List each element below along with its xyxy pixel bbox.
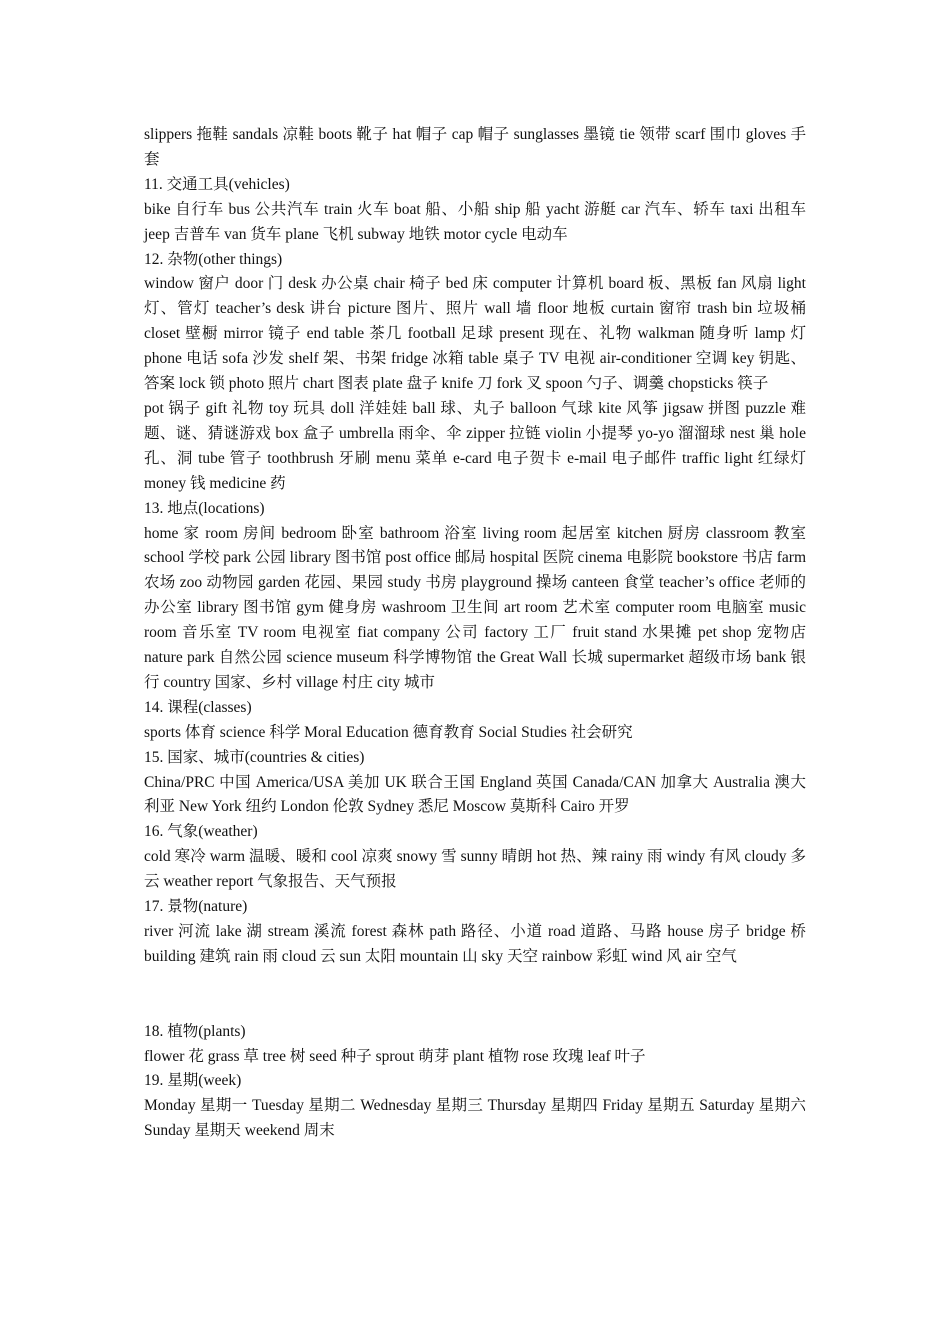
countries-cities-words: China/PRC 中国 America/USA 美加 UK 联合王国 England 英国 Canada/CAN 加拿大 Australia 澳大利亚 New York 纽约 London 伦敦 Sydney 悉尼 Moscow 莫斯科 Cairo 开罗 (144, 773, 806, 816)
section-heading-locations: 13. 地点(locations) (144, 499, 265, 517)
plants-words: flower 花 grass 草 tree 树 seed 种子 sprout 萌芽 plant 植物 rose 玫瑰 leaf 叶子 (144, 1047, 646, 1065)
blank-space (144, 970, 806, 1020)
section-heading-weather: 16. 气象(weather) (144, 823, 258, 841)
week-words: Monday 星期一 Tuesday 星期二 Wednesday 星期三 Thursday 星期四 Friday 星期五 Saturday 星期六 Sunday 星期天 weekend 周末 (144, 1097, 806, 1140)
locations-words: home 家 room 房间 bedroom 卧室 bathroom 浴室 living room 起居室 kitchen 厨房 classroom 教室 school 学校 park 公园 library 图书馆 post office 邮局 hospital 医院 cinema 电影院 bookstore 书店 farm 农场 zoo 动物园 garden 花园、果园 study 书房 playground 操场 canteen 食堂 teacher’s office 老师的办公室 library 图书馆 gym 健身房 washroom 卫生间 art room 艺术室 computer room 电脑室 music room 音乐室 TV room 电视室 fiat company 公司 factory 工厂 fruit stand 水果摊 pet shop 宠物店 nature park 自然公园 science museum 科学博物馆 the Great Wall 长城 supermarket 超级市场 bank 银行 country 国家、乡村 village 村庄 city 城市 (144, 524, 806, 691)
section-heading-classes: 14. 课程(classes) (144, 698, 252, 716)
nature-words: river 河流 lake 湖 stream 溪流 forest 森林 path 路径、小道 road 道路、马路 house 房子 bridge 桥 building 建筑 rain 雨 cloud 云 sun 太阳 mountain 山 sky 天空 rainbow 彩虹 wind 风 air 空气 (144, 923, 806, 965)
section-heading-week: 19. 星期(week) (144, 1072, 242, 1090)
section-heading-other-things: 12. 杂物(other things) (144, 250, 283, 268)
section-heading-countries-cities: 15. 国家、城市(countries & cities) (144, 748, 365, 766)
clothing-words: slippers 拖鞋 sandals 凉鞋 boots 靴子 hat 帽子 cap 帽子 sunglasses 墨镜 tie 领带 scarf 围巾 gloves 手套 (144, 126, 806, 168)
section-heading-nature: 17. 景物(nature) (144, 898, 248, 916)
section-heading-plants: 18. 植物(plants) (144, 1022, 246, 1040)
other-things-words-continued: pot 锅子 gift 礼物 toy 玩具 doll 洋娃娃 ball 球、丸子 balloon 气球 kite 风筝 jigsaw 拼图 puzzle 难题、谜、猜谜游戏 box 盒子 umbrella 雨伞、伞 zipper 拉链 violin 小提琴 yo-yo 溜溜球 nest 巢 hole 孔、洞 tube 管子 toothbrush 牙刷 menu 菜单 e-card 电子贺卡 e-mail 电子邮件 traffic light 红绿灯 money 钱 medicine 药 (144, 399, 806, 492)
vehicles-words: bike 自行车 bus 公共汽车 train 火车 boat 船、小船 ship 船 yacht 游艇 car 汽车、轿车 taxi 出租车 jeep 吉普车 van 货车 plane 飞机 subway 地铁 motor cycle 电动车 (144, 200, 806, 243)
other-things-words: window 窗户 door 门 desk 办公桌 chair 椅子 bed 床 computer 计算机 board 板、黑板 fan 风扇 light 灯、管灯 teacher’s desk 讲台 picture 图片、照片 wall 墙 floor 地板 curtain 窗帘 trash bin 垃圾桶 closet 壁橱 mirror 镜子 end table 茶几 football 足球 present 现在、礼物 walkman 随身听 lamp 灯 phone 电话 sofa 沙发 shelf 架、书架 fridge 冰箱 table 桌子 TV 电视 air-conditioner 空调 key 钥匙、答案 lock 锁 photo 照片 chart 图表 plate 盘子 knife 刀 fork 叉 spoon 勺子、调羹 chopsticks 筷子 (144, 275, 807, 393)
weather-words: cold 寒冷 warm 温暖、暖和 cool 凉爽 snowy 雪 sunny 晴朗 hot 热、辣 rainy 雨 windy 有风 cloudy 多云 weather report 气象报告、天气预报 (144, 848, 806, 891)
classes-words: sports 体育 science 科学 Moral Education 德育教育 Social Studies 社会研究 (144, 723, 633, 741)
section-heading-vehicles: 11. 交通工具(vehicles) (144, 175, 290, 193)
document-page (144, 123, 806, 1144)
